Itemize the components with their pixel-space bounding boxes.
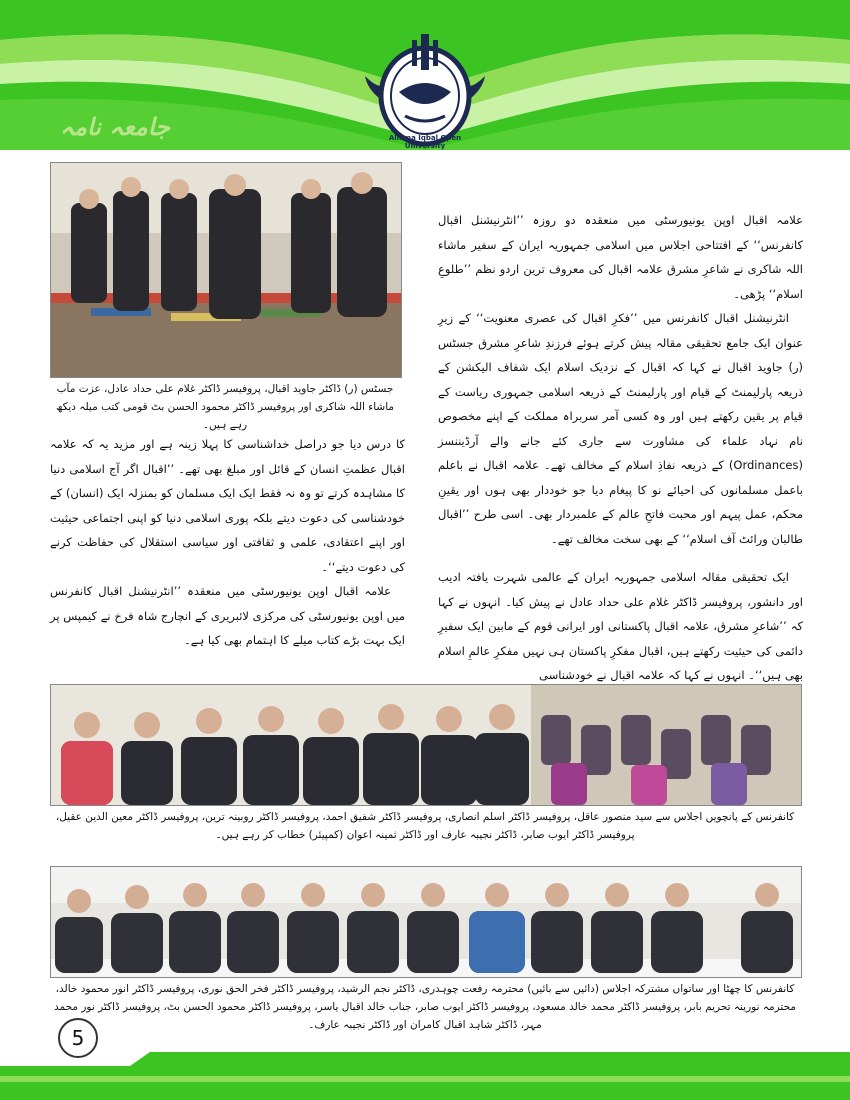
left-text-column — [50, 432, 405, 653]
article-paragraph: انٹرنیشنل اقبال کانفرنس میں ’’فکرِ اقبال کی عصری معنویت‘‘ کے زیرِ عنوان ایک جامع تحقیقی مقالہ پیش کرتے ہوئے فرزندِ شاعرِ مشرق جسٹس (ر) جاوید اقبال نے کہا کہ اقبال کے نزدیک اسلام ایک شفاف الیکشن کے ذریعہ پارلیمنٹ کے قیام اور پارلیمنٹ کے ذریعہ اسلامی جمہوری ریاست کے قیام پر یقین رکھتے ہیں اور وہ کسی آمر سربراہ مملکت کے اپنے مخصوص نام نہاد علماء کی مشاورت سے جاری کئے جانے والے آرڈیننسز (Ordinances) کے ذریعہ نفاذِ اسلام کے مخالف تھے۔ علامہ اقبال نے باعلم باعمل مسلمانوں کی احیائے نو کا پیغام دیا جو خوددار بھی ہوں اور یقینِ محکم، عمل پیہم اور محبت فاتحِ عالم کے علمبردار بھی۔ اسی طرح ’’اقبال طالبان ورائٹ آف اسلام‘‘ کے بھی سخت مخالف تھے۔ — [438, 311, 803, 546]
fifth-session-photo — [50, 684, 802, 806]
page-number: 5 — [58, 1018, 98, 1058]
magazine-title: جامعہ نامہ — [60, 112, 170, 141]
photo1-caption: جسٹس (ر) ڈاکٹر جاوید اقبال، پروفیسر ڈاکٹر غلام علی حداد عادل، عزت مآب ماشاء اللہ شاکری اور پروفیسر ڈاکٹر محمود الحسن بٹ قومی کتب میلہ دیکھ رہے ہیں۔ — [55, 383, 395, 431]
page-footer — [0, 1052, 850, 1100]
article-paragraph: کا درس دیا جو دراصل خداشناسی کا پہلا زینہ ہے اور مزید یہ کہ علامہ اقبال عظمتِ انسان کے قائل اور مبلغ بھی تھے۔ ’’اقبال اگر آج اسلامی دنیا کا مشاہدہ کرتے تو وہ نہ فقط ایک ایک مسلمان کو بمنزلہ ایک (انسان) کے خودشناسی کی دعوت دیتے بلکہ پوری اسلامی دنیا کو اپنی اجتماعی حیثیت اور اپنے اعتقادی، علمی و ثقافتی اور سیاسی استقلال کی حفاظت کرنے کی دعوت دیتے‘‘۔ — [50, 437, 405, 574]
right-text-column — [438, 208, 803, 688]
photo2-caption: کانفرنس کے پانچویں اجلاس سے سید منصور عاقل، پروفیسر ڈاکٹر اسلم انصاری، پروفیسر ڈاکٹر شفیق احمد، پروفیسر ڈاکٹر روبینہ ترین، پروفیسر ڈاکٹر معین الدین عقیل، پروفیسر ڈاکٹر ایوب صابر، ڈاکٹر نجیبہ عارف اور ڈاکٹر ثمینہ اعوان (کمپیئر) خطاب کر رہے ہیں۔ — [55, 811, 795, 841]
photo3-caption: کانفرنس کا چھٹا اور ساتواں مشترکہ اجلاس (دائیں سے بائیں) محترمہ رفعت چوہدری، ڈاکٹر نجم الرشید، پروفیسر ڈاکٹر فخر الحق نوری، پروفیسر ڈاکٹر انور محمود خالد، محترمہ نورینہ تحریم بابر، پروفیسر ڈاکٹر محمد خالد مسعود، پروفیسر ڈاکٹر ایوب صابر، جناب خالد اقبال یاسر، پروفیسر ڈاکٹر محمود الحسن بٹ، پروفیسر ڈاکٹر نور محمد مہر، ڈاکٹر شاہد اقبال کامران اور ڈاکٹر نجیبہ عارف۔ — [54, 983, 796, 1031]
logo-text: Allama Iqbal Open University — [388, 134, 462, 150]
book-fair-photo — [50, 162, 402, 378]
sixth-seventh-session-photo — [50, 866, 802, 978]
article-paragraph: علامہ اقبال اوپن یونیورسٹی میں منعقدہ دو روزہ ’’انٹرنیشنل اقبال کانفرنس‘‘ کے افتتاحی اجلاس میں اسلامی جمہوریہ ایران کے سفیر ماشاء اللہ شاکری نے شاعرِ مشرق علامہ اقبال کی معروف ترین اردو نظم ’’طلوعِ اسلام‘‘ پڑھی۔ — [438, 213, 803, 301]
article-paragraph: علامہ اقبال اوپن یونیورسٹی میں منعقدہ ’’انٹرنیشنل اقبال کانفرنس میں اوپن یونیورسٹی کی مرکزی لائبریری کے انچارج شاہ فرخ نے کیمپس پر ایک بہت بڑے کتاب میلے کا اہتمام بھی کیا ہے۔ — [50, 584, 405, 647]
article-paragraph: ایک تحقیقی مقالہ اسلامی جمہوریہ ایران کے عالمی شہرت یافتہ ادیب اور دانشور، پروفیسر ڈاکٹر غلام علی حداد عادل نے پیش کیا۔ انہوں نے کہا کہ ’’شاعرِ مشرق، علامہ اقبال پاکستانی اور ایرانی قوم کے مابین ایک سفیرِ دائمی کی حیثیت رکھتے ہیں، اقبال مفکرِ پاکستان ہی نہیں مفکرِ عالمِ اسلام بھی ہیں‘‘۔ انہوں نے کہا کہ علامہ اقبال نے خودشناسی — [438, 570, 803, 682]
